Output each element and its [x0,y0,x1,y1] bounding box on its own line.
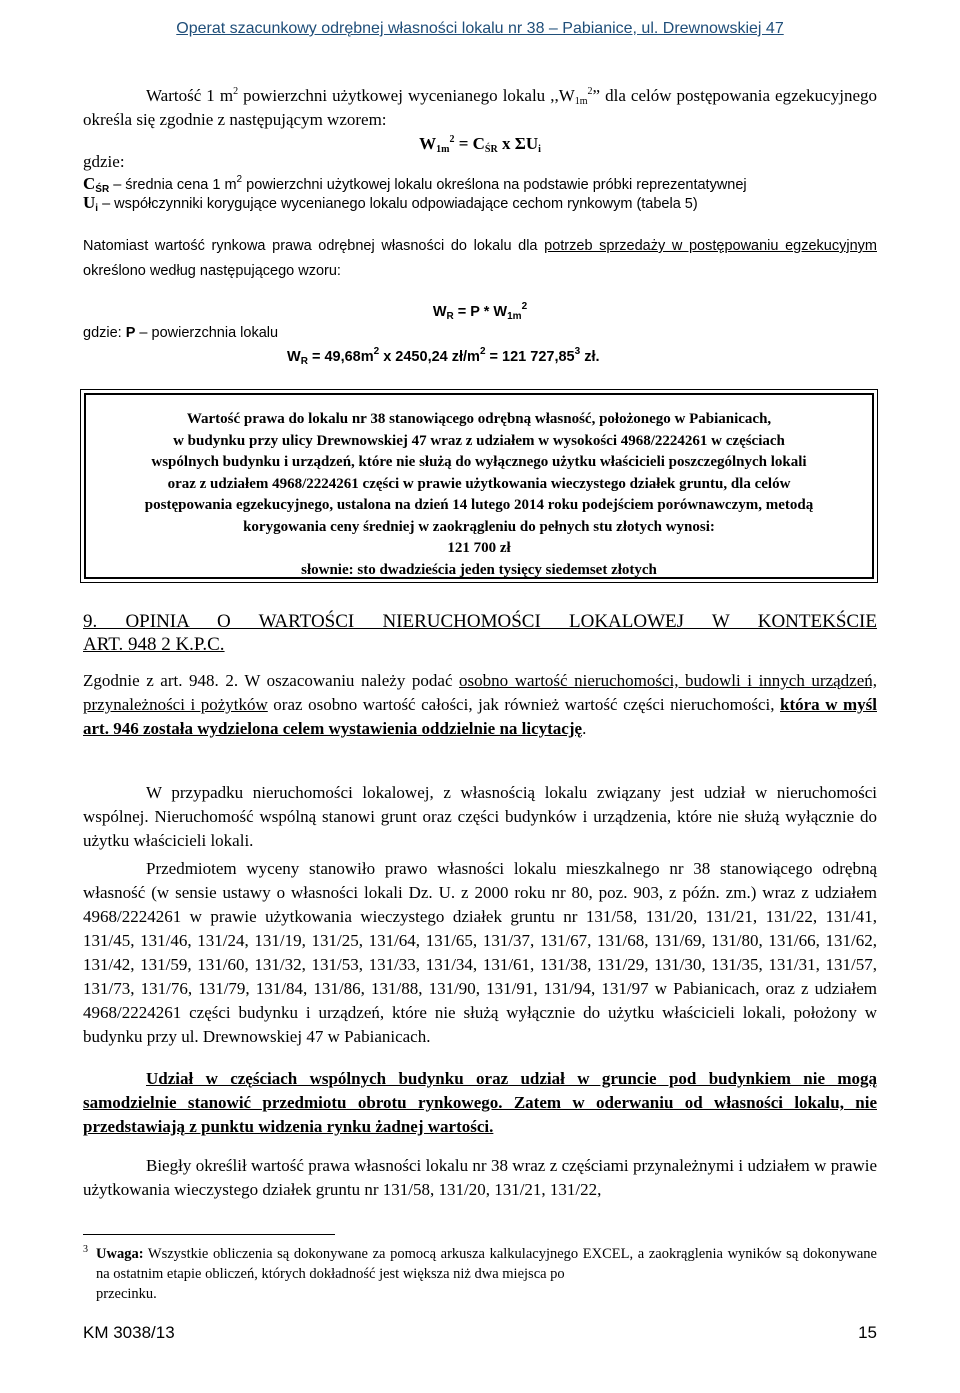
page-number: 15 [858,1323,877,1342]
valuation-summary-box [84,393,874,579]
summary-amount-words: słownie: sto dwadzieścia jeden tysięcy siedemset złotych [301,561,657,578]
formula-wr-calculation: $W_R = 49,68m^2$ x 2450,24 $zł/m^2 = 121$ 727,85$^3$ zł. [287,346,600,367]
case-number: KM 3038/13 [83,1323,175,1342]
footnote-3: 3 Uwaga: Wszystkie obliczenia są dokonywane za pomocą arkusza kalkulacyjnego EXCEL, a zaokrąglenia wyników są dokonywane na ostatnim etapie obliczeń, których dokładność jest większa niż dwa miejsca po przecinku. [83,1244,877,1304]
summary-line: korygowania ceny średniej w zaokrągleniu do pełnych stu złotych wynosi: [243,518,715,535]
summary-line: Wartość prawa do lokalu nr 38 stanowiącego odrębną własność, położonego w Pabianicach, [186,411,772,427]
summary-line: postępowania egzekucyjnego, ustalona na dzień 14 lutego 2014 roku podejściem porównawczym, metodą [144,497,814,513]
market-value-paragraph: Natomiast wartość rynkowa prawa odrębnej własności do lokalu dla potrzeb sprzedaży w postępowaniu egzekucyjnym określono według następującego wzoru: [83,238,877,279]
summary-line: oraz z udziałem 4968/2224261 części w prawie użytkowania wieczystego działek gruntu, dla celów [167,475,791,492]
where-p: gdzie: P – powierzchnia lokalu [83,325,279,341]
intro-paragraph: Wartość 1 $m^2$ powierzchni użytkowej wycenianego lokalu $,,W_{1m}^2$” dla celów postępowania egzekucyjnego określa się zgodnie z następującym wzorem: [83,86,877,129]
section-9-heading-line2: ART. 948 2 K.P.C. [83,634,225,655]
summary-line: w budynku przy ulicy Drewnowskiej 47 wraz z udziałem w wysokości 4968/2224261 w częściach [173,432,785,449]
expert-valuation-paragraph: Biegły określił wartość prawa własności lokalu nr 38 wraz z częściami przynależnymi i udziałem w prawie użytkowania wieczystego działek gruntu nr 131/58, 131/20, 131/21, 131/22, [83,1156,877,1199]
footnote-number: 3 [83,1244,88,1255]
common-property-paragraph: W przypadku nieruchomości lokalowej, z własnością lokalu związany jest udział w nieruchomości wspólnej. Nieruchomość wspólną stanowi grunt oraz części budynków i urządzenia, które nie służą wyłącznie do użytku właścicieli lokali. [83,783,877,850]
formula-w1m: $W_{1m}^2 = C_{ŚR}$ x $\Sigma U_i$ [419,134,541,155]
where-u-i: $U_i$ – współczynniki korygujące wycenianego lokalu odpowiadające cechom rynkowym (tabela 5) [83,193,698,214]
summary-amount: 121 700 zł [447,540,511,556]
common-parts-note: Udział w częściach wspólnych budynku oraz udział w gruncie pod budynkiem nie mogą samodzielnie stanowić przedmiotu obrotu rynkowego. Zatem w oderwaniu od własności lokalu, nie przedstawiają z punktu widzenia rynku żadnej wartości. [83,1069,877,1136]
summary-line: wspólnych budynku i urządzeń, które nie służą do wyłącznego użytku właścicieli poszczególnych lokali [151,454,807,470]
formula-wr: $W_R = P * W_{1m}^2$ [432,301,528,322]
section-9-heading-line1: 9. OPINIA O WARTOŚCI NIERUCHOMOŚCI LOKALOWEJ W KONTEKŚCIE [83,611,877,632]
subject-of-valuation-paragraph: Przedmiotem wyceny stanowiło prawo własności lokalu mieszkalnego nr 38 stanowiącego odrębną własność (w sensie ustawy o własności lokali Dz. U. z 2000 roku nr 80, poz. 903, z późn. zm.) wraz z udziałem 4968/2224261 w prawie użytkowania wieczystego działek gruntu nr 131/58, 131/20, 131/21, 131/22, 131/41, 131/45, 131/46, 131/24, 131/19, 131/25, 131/64, 131/65, 131/37, 131/67, 131/68, 131/69, 131/80, 131/66, 131/62, 131/42, 131/59, 131/60, 131/32, 131/53, 131/33, 131/34, 131/61, 131/38, 131/29, 131/30, 131/35, 131/31, 131/57, 131/73, 131/76, 131/79, 131/84, 131/86, 131/88, 131/90, 131/91, 131/94, 131/97 w Pabianicach, oraz z udziałem 4968/2224261 części budynku i urządzeń, które nie służą wyłącznie do użytku właścicieli lokali, położony w budynku przy ul. Drewnowskiej 47 w Pabianicach. [83,859,877,1046]
where-label: gdzie: [83,152,125,171]
where-c-sr: $C_{ŚR}$ – średnia cena 1 $m^2$ powierzchni użytkowej lokalu określona na podstawie próbki reprezentatywnej [83,174,747,195]
running-header: Operat szacunkowy odrębnej własności lokalu nr 38 – Pabianice, ul. Drewnowskiej 47 [176,20,784,37]
footnote-separator [83,1234,335,1235]
art-948-paragraph: Zgodnie z art. 948. 2. W oszacowaniu należy podać osobno wartość nieruchomości, budowli i innych urządzeń, przynależności i pożytków oraz osobno wartość całości, jak również wartość części nieruchomości, która w myśl art. 946 została wydzielona celem wystawienia oddzielnie na licytację. [83,671,877,738]
